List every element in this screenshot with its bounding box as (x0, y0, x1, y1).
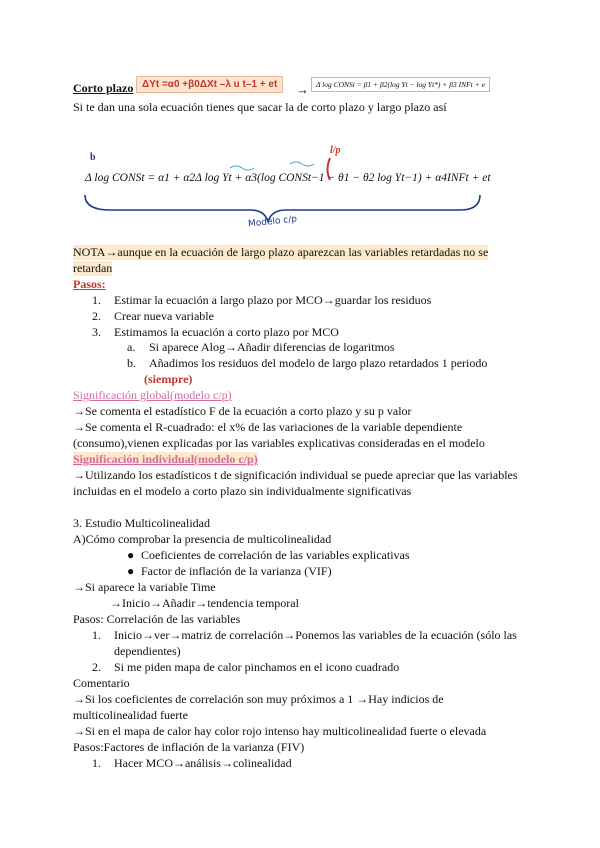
subpaso-b (127, 356, 487, 371)
paso-text: Estimamos la ecuación a corto plazo por MCO (114, 325, 339, 339)
subpaso-letter: a. (127, 340, 136, 354)
comentario-line: multicolinealidad fuerte (73, 708, 188, 722)
section-label: Corto plazo (73, 81, 134, 95)
paso-number: 2. (92, 309, 101, 323)
subpaso-text: Añadimos los residuos del modelo de largo plazo retardados 1 periodo (149, 356, 488, 370)
siempre-note: (siempre) (144, 372, 193, 386)
sig-global-line: (consumo),vienen explicadas por las variables explicativas consideradas en el modelo (73, 436, 485, 450)
pasos-fiv: Pasos:Factores de inflación de la varianza (FIV) (73, 740, 305, 754)
corr-step-2 (92, 660, 399, 675)
subpaso-a (127, 340, 395, 355)
fiv-step-1 (92, 756, 292, 771)
sig-ind-line: →Utilizando los estadísticos t de significación individual se puede apreciar que las variables (73, 468, 518, 482)
annotation-lp: l/p (330, 145, 341, 156)
corr-step-1 (92, 628, 517, 643)
brace-label: Modelo c/p (247, 214, 298, 230)
paso-text: Crear nueva variable (114, 309, 214, 323)
sig-ind-title (73, 452, 258, 467)
step-text: Hacer MCO→análisis→colinealidad (114, 756, 292, 770)
paso-2 (92, 309, 214, 324)
paso-text: Estimar la ecuación a largo plazo por MCO→guardar los residuos (114, 293, 432, 307)
bullet-text: Coeficientes de correlación de las variables explicativas (141, 548, 410, 562)
step-text: Inicio→ver→matriz de correlación→Ponemos las variables de la ecuación (sólo las (114, 628, 517, 642)
sig-global-line: →Se comenta el R-cuadrado: el x% de las variaciones de la variable dependiente (73, 420, 463, 434)
equation-image: Δ log CONSt = β1 + β2(log Yt − log Yt*) + β3 INFt + e (311, 77, 490, 92)
pasos-corr: Pasos: Correlación de las variables (73, 612, 241, 626)
multi-a: A)Cómo comprobar la presencia de multicolinealidad (73, 532, 332, 546)
paso-number: 1. (92, 293, 101, 307)
step-number: 2. (92, 660, 101, 674)
step-text: Si me piden mapa de calor pinchamos en el icono cuadrado (114, 660, 400, 674)
time-line1: →Si aparece la variable Time (73, 580, 216, 594)
sig-ind-title-text: Significación individual(modelo c/p) (73, 452, 258, 466)
paso-1 (92, 293, 431, 308)
corr-step-1-cont: dependientes) (114, 644, 181, 658)
equation-box (136, 76, 283, 93)
arrow: → (296, 82, 309, 97)
sig-global-title: Significación global(modelo c/p) (73, 388, 232, 402)
intro-text: Si te dan una sola ecuación tienes que sacar la de corto plazo y largo plazo así (73, 100, 447, 114)
sig-ind-line: incluidas en el modelo a corto plazo sin individualmente significativas (73, 484, 412, 498)
comentario-line: →Si los coeficientes de correlación son muy próximos a 1 →Hay indicios de (73, 692, 444, 706)
comentario-title: Comentario (73, 676, 130, 690)
bullet-text: Factor de inflación de la varianza (VIF) (141, 564, 332, 578)
subpaso-letter: b. (127, 356, 136, 370)
blue-squiggle (230, 166, 254, 170)
multi-bullet: ● Coeficientes de correlación de las variables explicativas (127, 548, 410, 562)
step-number: 1. (92, 628, 101, 642)
equation: Δ log CONSt = α1 + α2Δ log Yt + α3(log CONSt−1 − θ1 − θ2 log Yt−1) + α4INFt + et (85, 172, 491, 184)
comentario-line: →Si en el mapa de calor hay color rojo intenso hay multicolinealidad fuerte o elevada (73, 724, 487, 738)
nota-line2: retardan (73, 261, 113, 275)
nota-line1: NOTA→aunque en la ecuación de largo plazo aparezcan las variables retardadas no se (73, 245, 489, 259)
annotation-b: b (90, 152, 96, 163)
equation-box-text: ΔYt =α0 +β0ΔXt –λ u t–1 + et (142, 79, 278, 90)
subpaso-text: Si aparece Alog→Añadir diferencias de logaritmos (149, 340, 395, 354)
step-number: 1. (92, 756, 101, 770)
time-line2: →Inicio→Añadir→tendencia temporal (110, 596, 299, 610)
blue-squiggle (290, 162, 314, 166)
multi-title: 3. Estudio Multicolinealidad (73, 516, 210, 530)
multi-bullet: ● Factor de inflación de la varianza (VIF) (127, 564, 332, 578)
sig-global-line: →Se comenta el estadístico F de la ecuación a corto plazo y su p valor (73, 404, 412, 418)
paso-3 (92, 325, 339, 340)
pasos-title: Pasos: (73, 277, 106, 291)
paso-number: 3. (92, 325, 101, 339)
